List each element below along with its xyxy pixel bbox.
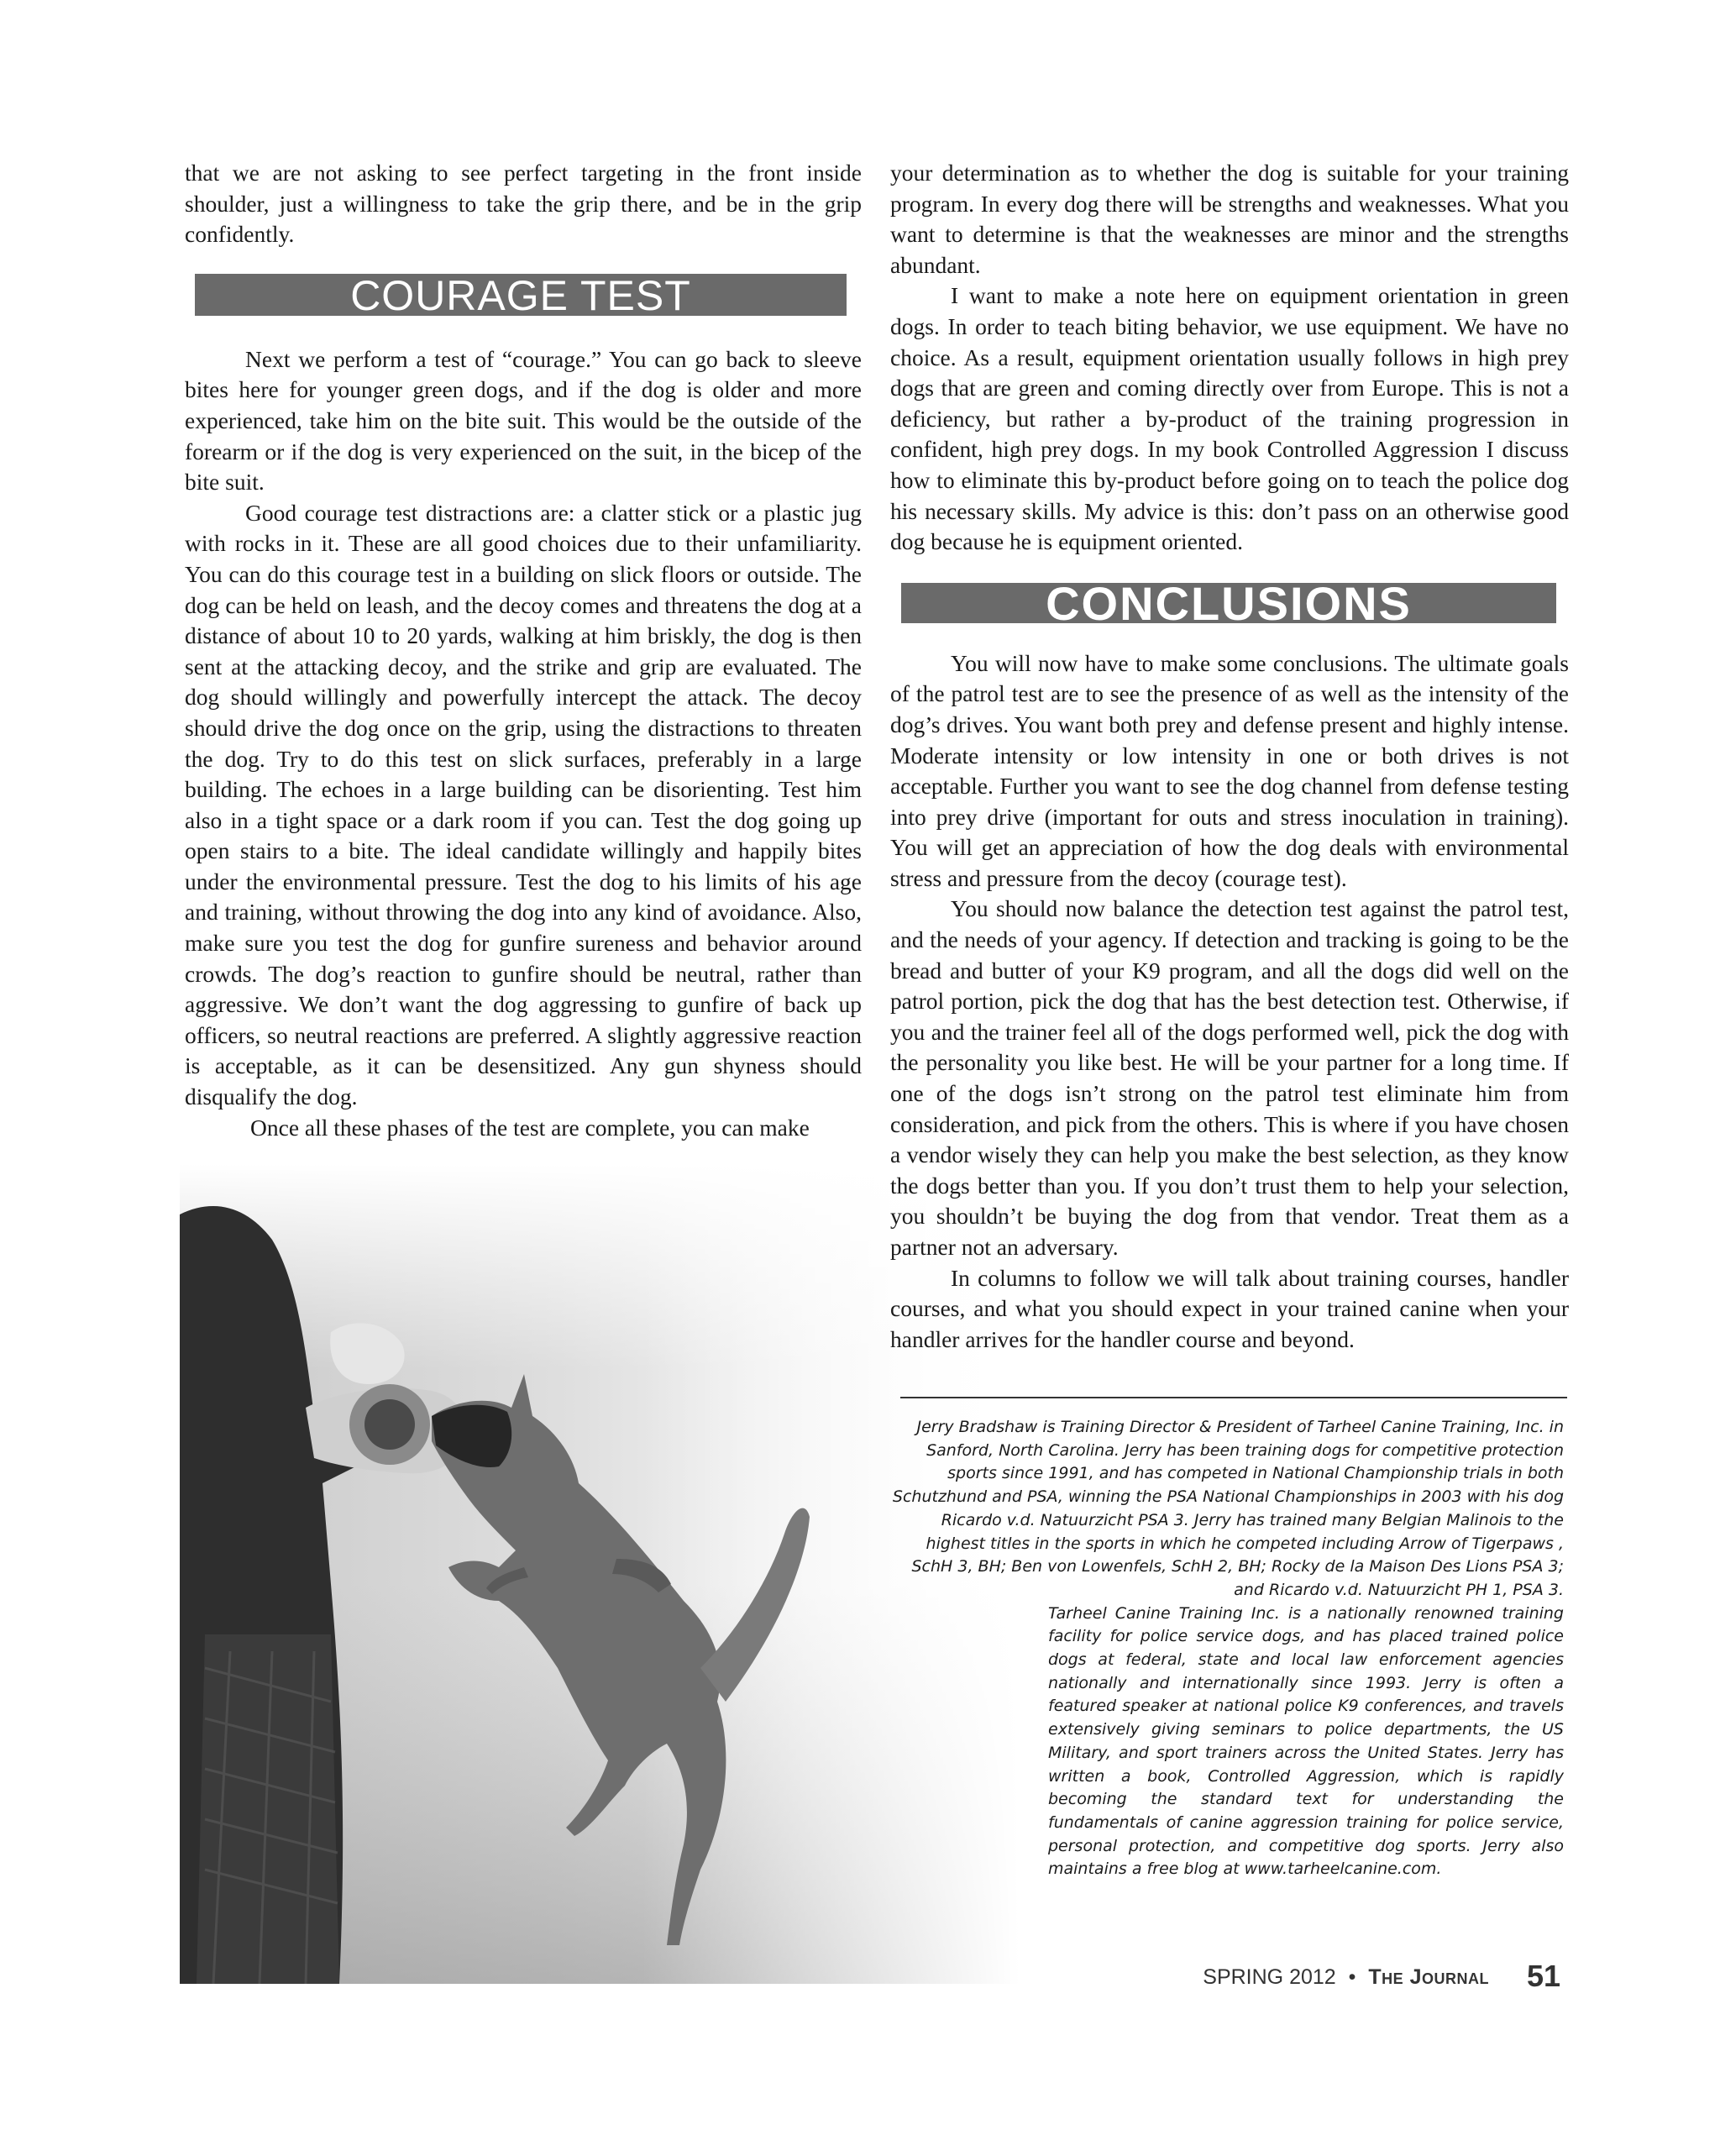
issue-label: SPRING 2012	[1203, 1965, 1336, 1989]
footer-bullet: •	[1348, 1965, 1356, 1989]
courage-test-heading: COURAGE TEST	[195, 274, 847, 316]
author-bio	[890, 1416, 1564, 1881]
conclusions-heading: CONCLUSIONS	[901, 583, 1556, 623]
bio-paragraph-1: Jerry Bradshaw is Training Director & President of Tarheel Canine Training, Inc. in Sanford, North Carolina. Jerry has been training dogs for competitive protection sports since 1991, and has competed in National Championship trials in both Schutzhund and PSA, winning the PSA National Championships in 2003 with his dog Ricardo v.d. Natuurzicht PSA 3. Jerry has trained many Belgian Malinois to the highest titles in the sports in which he competed including Arrow of Tigerpaws , SchH 3, BH; Ben von Lowenfels, SchH 2, BH; Rocky de la Maison Des Lions PSA 3; and Ricardo v.d. Natuurzicht PH 1, PSA 3.	[892, 1418, 1564, 1599]
courage-paragraph-2: Good courage test distractions are: a clatter stick or a plastic jug with rocks in it. These are all good choices due to their unfamiliarity. You can do this courage test in a building on slick floors or outside. The dog can be held on leash, and the decoy comes and threatens the dog at a distance of about 10 to 20 yards, walking at him briskly, the dog is then sent at the attacking decoy, and the strike and grip are evaluated. The dog should willingly and powerfully intercept the attack. The decoy should drive the dog once on the grip, using the distractions to threaten the dog. Try to do this test on slick surfaces, preferably in a large building. The echoes in a large building can be disorienting. Test him also in a tight space or a dark room if you can. Test the dog going up open stairs to a bite. The ideal candidate willingly and happily bites under the environmental pressure. Test the dog to his limits of his age and training, without throwing the dog into any kind of avoidance. Also, make sure you test the dog for gunfire sureness and behavior around crowds. The dog’s reaction to gunfire should be neutral, rather than aggressive. We don’t want the dog aggressing to gunfire of back up officers, so neutral reactions are preferred. A slightly aggressive reaction is acceptable, as it can be desensitized. Any gun shyness should disqualify the dog.	[185, 499, 862, 1110]
equipment-paragraph: I want to make a note here on equipment orientation in green dogs. In order to teach biting behavior, we use equipment. We have no choice. As a result, equipment orientation usually follows in high prey dogs that are green and coming directly over from Europe. This is not a deficiency, but rather a by-product of the training progression in confident, high prey dogs. In my book Controlled Aggression I discuss how to eliminate this by-product before going on to teach the police dog his necessary skills. My advice is this: don’t pass on an otherwise good dog because he is equipment oriented.	[890, 282, 1569, 555]
courage-paragraph-1: Next we perform a test of “courage.” You can go back to sleeve bites here for younger green dogs, and if the dog is older and more experienced, take him on the bite suit. This would be the outside of the forearm or if the dog is very experienced on the suit, in the bicep of the bite suit.	[185, 345, 862, 496]
bio-divider	[900, 1397, 1567, 1398]
courage-paragraph-3: Once all these phases of the test are complete, you can make	[250, 1114, 810, 1141]
right-column	[890, 158, 1569, 1355]
bio-paragraph-2: Tarheel Canine Training Inc. is a nationally renowned training facility for police service dogs, and has placed trained police dogs at federal, state and local law enforcement agencies nationally and internationally since 1993. Jerry is often a featured speaker at national police K9 conferences, and travels extensively giving seminars to police departments, the US Military, and sport trainers across the United States. Jerry has written a book, Controlled Aggression, which is rapidly becoming the standard text for understanding the fundamentals of canine aggression training for police service, personal protection, and competitive dog sports. Jerry also maintains a free blog at www.tarheelcanine.com.	[1048, 1603, 1564, 1879]
conclusions-paragraph-1: You will now have to make some conclusions. The ultimate goals of the patrol test are to see the presence of as well as the intensity of the dog’s drives. You want both prey and defense present and highly intense. Moderate intensity or low intensity in one or both drives is not acceptable. Further you want to see the dog channel from defense testing into prey drive (important for outs and stress inoculation in training). You will get an appreciation of how the dog deals with environmental stress and pressure from the decoy (courage test).	[890, 649, 1569, 891]
right-intro-paragraph: your determination as to whether the dog is suitable for your training program. In every dog there will be strengths and weaknesses. What you want to determine is that the weaknesses are minor and the strengths abundant.	[890, 160, 1569, 278]
journal-name: The Journal	[1368, 1965, 1489, 1989]
page-footer	[1203, 1959, 1560, 1994]
conclusions-paragraph-3: In columns to follow we will talk about training courses, handler courses, and what you should expect in your trained canine when your handler arrives for the handler course and beyond.	[890, 1264, 1569, 1352]
left-intro-paragraph: that we are not asking to see perfect targeting in the front inside shoulder, just a willingness to take the grip there, and be in the grip confidently.	[185, 160, 862, 248]
conclusions-paragraph-2: You should now balance the detection test against the patrol test, and the needs of your agency. If detection and tracking is going to be the bread and butter of your K9 program, and all the dogs did well on the patrol portion, pick the dog that has the best detection test. Otherwise, if you and the trainer feel all of the dogs performed well, pick the dog with the personality you like best. He will be your partner for a long time. If one of the dogs isn’t strong on the patrol test eliminate him from consideration, and pick from the others. This is where if you have chosen a vendor wisely they can help you make the best selection, as they know the dogs better than you. If you don’t trust them to help your selection, you shouldn’t be buying the dog from that vendor. Treat them as a partner not an adversary.	[890, 895, 1569, 1260]
page-number: 51	[1526, 1959, 1560, 1993]
